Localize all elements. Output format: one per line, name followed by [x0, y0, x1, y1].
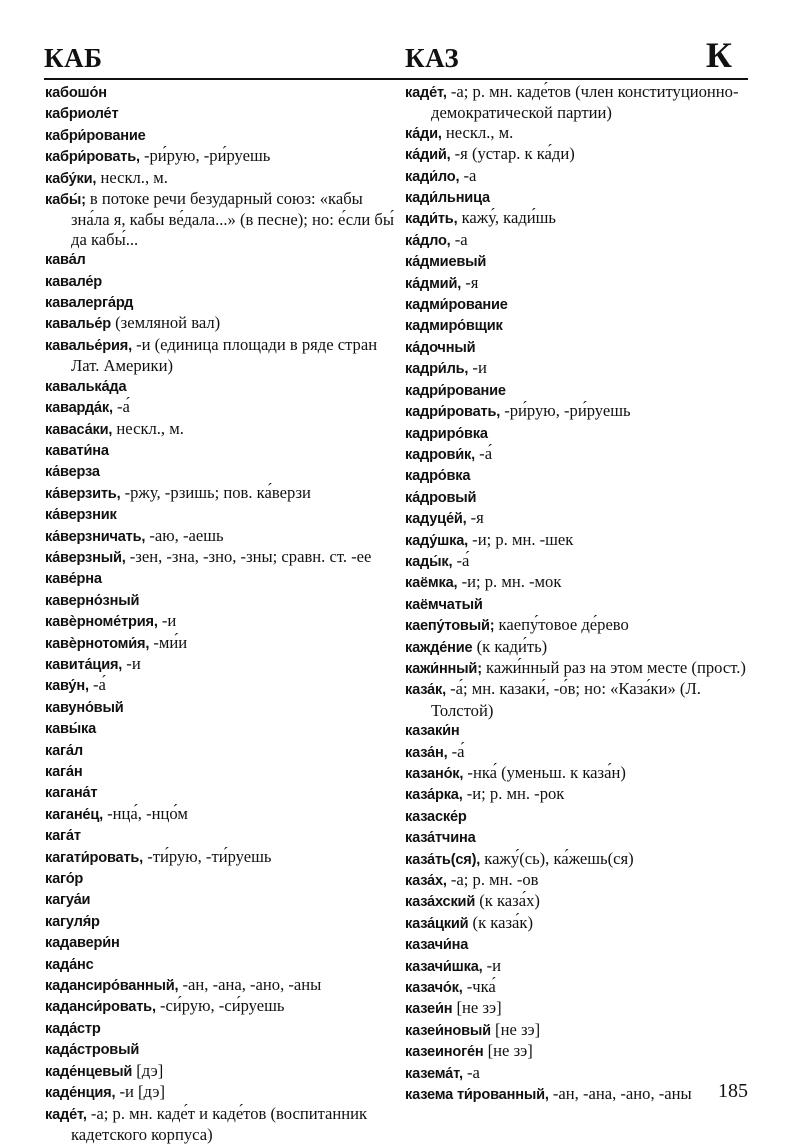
entry-headword: каварда́к,	[45, 400, 113, 416]
entry-definition: -и	[158, 611, 177, 630]
entry-headword: казема́т,	[405, 1066, 463, 1082]
entry-headword: кавы́ка	[45, 721, 96, 737]
entry-headword: каза́х,	[405, 873, 447, 889]
entry-definition: [не зэ]	[452, 998, 501, 1017]
dictionary-entry	[45, 782, 395, 803]
dictionary-entry	[45, 675, 395, 696]
dictionary-entry	[45, 461, 395, 482]
entry-headword: кагана́т	[45, 785, 97, 801]
entry-definition: (к каза́х)	[475, 891, 540, 910]
entry-headword: каваса́ки,	[45, 422, 112, 438]
dictionary-entry	[45, 1018, 395, 1039]
entry-headword: казема ти́рованный,	[405, 1087, 549, 1103]
entry-headword: кабри́рование	[45, 128, 146, 144]
entry-definition: нескл., м.	[442, 123, 514, 142]
entry-definition: -чка́	[463, 977, 496, 996]
page-header	[44, 38, 748, 80]
entry-definition: каепу́товое де́рево	[494, 615, 628, 634]
entry-definition: -а	[463, 1063, 480, 1082]
entry-definition: -зен, -зна, -зно, -зны; сравн. ст. -ее	[126, 547, 372, 566]
dictionary-entry	[45, 996, 395, 1017]
dictionary-entry	[405, 551, 750, 572]
dictionary-entry	[45, 440, 395, 461]
dictionary-entry	[405, 465, 750, 486]
entry-headword: ка́дровый	[405, 490, 476, 506]
entry-definition: нескл., м.	[96, 168, 168, 187]
entry-headword: казаки́н	[405, 723, 459, 739]
dictionary-entry	[405, 82, 750, 123]
entry-headword: кавалерга́рд	[45, 295, 133, 311]
dictionary-entry	[45, 804, 395, 825]
dictionary-entry	[45, 761, 395, 782]
entry-definition: -я (устар. к ка́ди)	[450, 144, 574, 163]
entry-headword: каза́хский	[405, 894, 475, 910]
entry-definition: -а́	[452, 551, 469, 570]
dictionary-entry	[405, 637, 750, 658]
entry-headword: ка́дмиевый	[405, 254, 486, 270]
entry-definition: -нка́ (уменьш. к каза́н)	[463, 763, 626, 782]
entry-definition: -а; р. мн. каде́т и каде́тов (воспитанник кадетского корпуса)	[71, 1104, 367, 1144]
entry-headword: каза́ть(ся),	[405, 852, 480, 868]
entry-definition: -а́	[89, 675, 106, 694]
entry-definition: -и; р. мн. -мок	[457, 572, 561, 591]
entry-headword: кавати́на	[45, 443, 109, 459]
dictionary-entry	[405, 849, 750, 870]
entry-headword: ка́верзник	[45, 507, 117, 523]
entry-headword: кавалье́р	[45, 316, 111, 332]
dictionary-entry	[405, 956, 750, 977]
entry-definition: -а; р. мн. каде́тов (член конституционно-демократической партии)	[431, 82, 739, 122]
dictionary-entry	[45, 1039, 395, 1060]
entry-headword: кадансиро́ванный,	[45, 978, 178, 994]
entry-headword: ка́верзить,	[45, 486, 120, 502]
header-right-guideword: КАЗ	[405, 43, 459, 74]
dictionary-entry	[45, 483, 395, 504]
left-column	[45, 82, 395, 1144]
entry-headword: казеиноге́н	[405, 1044, 484, 1060]
dictionary-entry	[45, 82, 395, 103]
dictionary-entry	[405, 1041, 750, 1062]
entry-headword: кагане́ц,	[45, 807, 103, 823]
dictionary-entry	[405, 294, 750, 315]
entry-definition: [дэ]	[132, 1061, 163, 1080]
dictionary-entry	[45, 911, 395, 932]
dictionary-entry	[405, 444, 750, 465]
dictionary-entry	[405, 123, 750, 144]
dictionary-entry	[45, 1104, 395, 1144]
dictionary-entry	[405, 315, 750, 336]
entry-definition: -а; р. мн. -ов	[447, 870, 539, 889]
entry-definition: в потоке речи безударный союз: «кабы зна́ла я, кабы ве́дала...» (в песне); но: е́сли бы́ да кабы́...	[71, 189, 394, 249]
dictionary-entry	[45, 313, 395, 334]
entry-headword: кажде́ние	[405, 640, 472, 656]
entry-definition: -ти́рую, -ти́руешь	[143, 847, 271, 866]
entry-headword: ка́дмий,	[405, 276, 461, 292]
entry-definition: -а́	[475, 444, 492, 463]
dictionary-entry	[405, 572, 750, 593]
entry-headword: казеи́н	[405, 1001, 452, 1017]
dictionary-entry	[45, 697, 395, 718]
dictionary-entry	[405, 1084, 750, 1105]
entry-definition: -я	[467, 508, 484, 527]
dictionary-entry	[45, 868, 395, 889]
entry-definition: [не зэ]	[491, 1020, 540, 1039]
dictionary-entry	[405, 806, 750, 827]
entry-definition: -си́рую, -си́руешь	[156, 996, 285, 1015]
dictionary-entry	[45, 847, 395, 868]
dictionary-entry	[405, 208, 750, 229]
entry-definition: кажу́(сь), ка́жешь(ся)	[480, 849, 634, 868]
entry-definition: (к кади́ть)	[472, 637, 547, 656]
entry-headword: кади́льница	[405, 190, 490, 206]
dictionary-entry	[405, 251, 750, 272]
entry-headword: каверно́зный	[45, 593, 139, 609]
dictionary-entry	[405, 508, 750, 529]
entry-headword: кадро́вка	[405, 468, 470, 484]
entry-headword: ка́дий,	[405, 147, 450, 163]
dictionary-entry	[405, 144, 750, 165]
entry-headword: каде́нцевый	[45, 1064, 132, 1080]
entry-definition: -а́	[113, 397, 130, 416]
dictionary-entry	[405, 1020, 750, 1041]
entry-headword: кавѐрнотоми́я,	[45, 636, 149, 652]
entry-headword: каде́т,	[405, 85, 447, 101]
entry-headword: кабошо́н	[45, 85, 107, 101]
entry-headword: каза́н,	[405, 745, 447, 761]
dictionary-entry	[45, 825, 395, 846]
entry-definition: [не зэ]	[484, 1041, 533, 1060]
dictionary-entry	[45, 292, 395, 313]
entry-headword: казано́к,	[405, 766, 463, 782]
dictionary-entry	[405, 891, 750, 912]
dictionary-entry	[45, 376, 395, 397]
entry-headword: кавалье́рия,	[45, 338, 132, 354]
entry-headword: када́нс	[45, 957, 94, 973]
entry-headword: каду́шка,	[405, 533, 468, 549]
entry-headword: кавале́р	[45, 274, 102, 290]
entry-definition: кажу́, кади́шь	[457, 208, 556, 227]
entry-headword: кагуля́р	[45, 914, 100, 930]
entry-headword: кавалька́да	[45, 379, 126, 395]
entry-headword: каза́тчина	[405, 830, 476, 846]
entry-headword: каго́р	[45, 871, 83, 887]
dictionary-entry	[45, 740, 395, 761]
dictionary-entry	[45, 590, 395, 611]
entry-headword: кадри́ровать,	[405, 404, 500, 420]
entry-definition: -а́	[447, 742, 464, 761]
entry-headword: кадри́ль,	[405, 361, 468, 377]
right-column	[405, 82, 750, 1106]
entry-headword: каданси́ровать,	[45, 999, 156, 1015]
entry-headword: каве́рна	[45, 571, 102, 587]
dictionary-entry	[45, 889, 395, 910]
dictionary-entry	[45, 168, 395, 189]
entry-definition: -и; р. мн. -рок	[463, 784, 565, 803]
dictionary-entry	[45, 271, 395, 292]
entry-headword: кадри́рование	[405, 383, 506, 399]
dictionary-entry	[405, 679, 750, 720]
entry-headword: кага́л	[45, 743, 83, 759]
entry-definition: -и	[468, 358, 487, 377]
entry-headword: каву́н,	[45, 678, 89, 694]
dictionary-entry	[405, 615, 750, 636]
dictionary-entry	[405, 977, 750, 998]
dictionary-entry	[45, 504, 395, 525]
entry-headword: казачи́шка,	[405, 959, 483, 975]
dictionary-entry	[405, 934, 750, 955]
dictionary-entry	[45, 335, 395, 376]
entry-headword: ка́ди,	[405, 126, 442, 142]
page-number: 185	[718, 1080, 748, 1103]
dictionary-entry	[405, 166, 750, 187]
dictionary-entry	[45, 975, 395, 996]
entry-definition: -ан, -ана, -ано, -аны	[178, 975, 321, 994]
dictionary-entry	[405, 913, 750, 934]
dictionary-entry	[45, 526, 395, 547]
dictionary-entry	[405, 423, 750, 444]
entry-headword: када́стровый	[45, 1042, 139, 1058]
entry-headword: кавита́ция,	[45, 657, 122, 673]
entry-definition: -и; р. мн. -шек	[468, 530, 573, 549]
dictionary-entry	[405, 658, 750, 679]
entry-headword: кади́ло,	[405, 169, 459, 185]
header-left-guideword: КАБ	[44, 43, 102, 74]
entry-definition: -ми́и	[149, 633, 187, 652]
dictionary-entry	[405, 742, 750, 763]
dictionary-entry	[45, 189, 395, 249]
dictionary-entry	[405, 530, 750, 551]
dictionary-entry	[405, 401, 750, 422]
entry-headword: кабу́ки,	[45, 171, 96, 187]
dictionary-entry	[45, 611, 395, 632]
entry-headword: кабы́;	[45, 192, 86, 208]
entry-headword: кава́л	[45, 252, 86, 268]
entry-headword: каза́цкий	[405, 916, 468, 932]
dictionary-entry	[45, 1061, 395, 1082]
entry-definition: -и	[483, 956, 502, 975]
dictionary-entry	[45, 633, 395, 654]
entry-headword: када́стр	[45, 1021, 101, 1037]
entry-headword: кавѐрноме́трия,	[45, 614, 158, 630]
dictionary-entry	[45, 654, 395, 675]
entry-definition: (земляной вал)	[111, 313, 220, 332]
dictionary-entry	[45, 103, 395, 124]
dictionary-entry	[405, 998, 750, 1019]
dictionary-entry	[45, 249, 395, 270]
dictionary-entry	[405, 358, 750, 379]
dictionary-entry	[45, 397, 395, 418]
entry-headword: кабриоле́т	[45, 106, 118, 122]
dictionary-entry	[405, 763, 750, 784]
dictionary-entry	[45, 1082, 395, 1103]
dictionary-entry	[45, 146, 395, 167]
entry-headword: кага́т	[45, 828, 81, 844]
entry-headword: кади́ть,	[405, 211, 457, 227]
entry-headword: каепу́товый;	[405, 618, 494, 634]
entry-definition: -а	[451, 230, 468, 249]
dictionary-entry	[405, 273, 750, 294]
entry-headword: кадми́рование	[405, 297, 508, 313]
entry-headword: казаске́р	[405, 809, 467, 825]
dictionary-entry	[45, 718, 395, 739]
entry-definition: -и	[122, 654, 141, 673]
dictionary-entry	[405, 487, 750, 508]
entry-definition: -и [дэ]	[115, 1082, 165, 1101]
header-section-letter: К	[706, 34, 732, 76]
header-rule	[44, 78, 748, 80]
entry-headword: ка́верза	[45, 464, 100, 480]
dictionary-entry	[45, 932, 395, 953]
dictionary-entry	[405, 720, 750, 741]
dictionary-entry	[405, 187, 750, 208]
entry-headword: кадрови́к,	[405, 447, 475, 463]
entry-definition: -ри́рую, -ри́руешь	[140, 146, 271, 165]
entry-headword: кадавери́н	[45, 935, 120, 951]
dictionary-entry	[45, 419, 395, 440]
entry-definition: -а	[459, 166, 476, 185]
entry-headword: ка́дло,	[405, 233, 451, 249]
entry-headword: кадмиро́вщик	[405, 318, 503, 334]
entry-definition: нескл., м.	[112, 419, 184, 438]
entry-definition: -ри́рую, -ри́руешь	[500, 401, 631, 420]
entry-definition: -нца́, -нцо́м	[103, 804, 188, 823]
entry-headword: казеи́новый	[405, 1023, 491, 1039]
entry-headword: каёмка,	[405, 575, 457, 591]
entry-headword: кавуно́вый	[45, 700, 123, 716]
entry-headword: кадуце́й,	[405, 511, 467, 527]
entry-definition: -а́; мн. казаки́, -о́в; но: «Каза́ки» (Л. Толстой)	[431, 679, 701, 719]
entry-definition: -я	[461, 273, 478, 292]
dictionary-entry	[405, 594, 750, 615]
dictionary-entry	[405, 230, 750, 251]
entry-headword: кагати́ровать,	[45, 850, 143, 866]
entry-definition: -ан, -ана, -ано, -аны	[549, 1084, 692, 1103]
dictionary-entry	[405, 380, 750, 401]
entry-headword: кага́н	[45, 764, 82, 780]
entry-headword: каде́т,	[45, 1107, 87, 1123]
entry-headword: ка́верзный,	[45, 550, 126, 566]
entry-definition: (к каза́к)	[468, 913, 533, 932]
dictionary-entry	[405, 870, 750, 891]
entry-headword: кажи́нный;	[405, 661, 482, 677]
dictionary-entry	[405, 1063, 750, 1084]
entry-headword: каде́нция,	[45, 1085, 115, 1101]
entry-headword: каза́рка,	[405, 787, 463, 803]
dictionary-entry	[405, 784, 750, 805]
entry-definition: -аю, -аешь	[145, 526, 223, 545]
entry-headword: кадриро́вка	[405, 426, 488, 442]
dictionary-entry	[45, 568, 395, 589]
entry-headword: ка́дочный	[405, 340, 475, 356]
entry-headword: кады́к,	[405, 554, 452, 570]
dictionary-entry	[405, 337, 750, 358]
entry-headword: кагуа́и	[45, 892, 90, 908]
dictionary-entry	[405, 827, 750, 848]
dictionary-entry	[45, 954, 395, 975]
dictionary-entry	[45, 547, 395, 568]
entry-definition: кажи́нный раз на этом месте (прост.)	[482, 658, 746, 677]
entry-headword: казачи́на	[405, 937, 468, 953]
entry-headword: каза́к,	[405, 682, 446, 698]
entry-headword: кабри́ровать,	[45, 149, 140, 165]
dictionary-entry	[45, 125, 395, 146]
entry-headword: ка́верзничать,	[45, 529, 145, 545]
entry-headword: каёмчатый	[405, 597, 483, 613]
entry-definition: -ржу, -рзишь; пов. ка́верзи	[120, 483, 310, 502]
entry-definition: -и (единица площади в ряде стран Лат. Америки)	[71, 335, 377, 375]
entry-headword: казачо́к,	[405, 980, 463, 996]
